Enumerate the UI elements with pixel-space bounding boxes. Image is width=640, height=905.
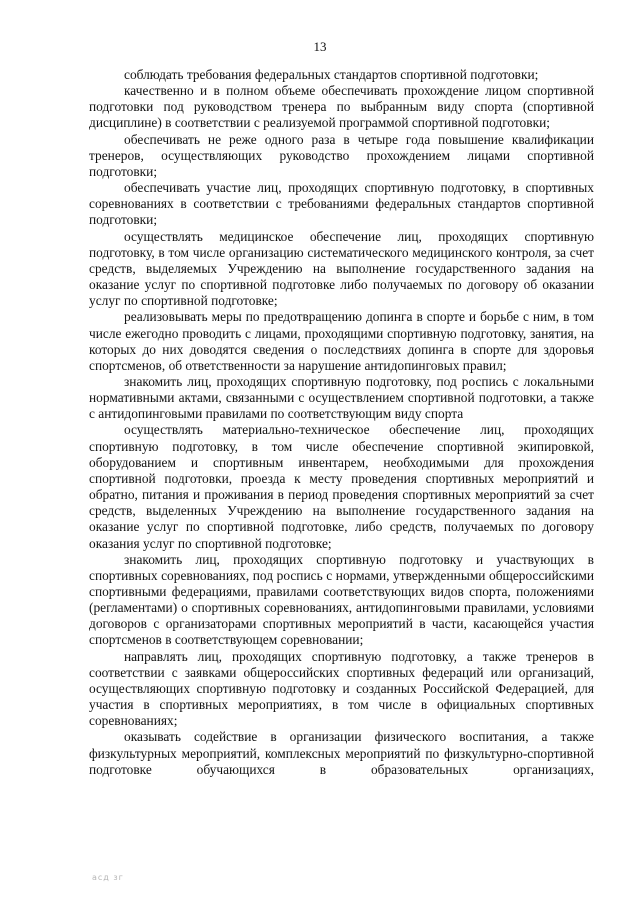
paragraph-coach-qualification: обеспечивать не реже одного раза в четыре года повышение квалификации тренеров, осуществляющих руководство прохождением лицами спортивной подготовки;	[89, 131, 594, 179]
paragraph-rules-familiarization: знакомить лиц, проходящих спортивную подготовку и участвующих в спортивных соревнованиях, под роспись с нормами, утвержденными общероссийскими спортивными федерациями, правилами соответствующих видов спорта, положениями (регламентами) о спортивных соревнованиях, антидопинговыми правилами, условиями договоров с организаторами спортивных мероприятий в части, касающейся участия спортсменов в соответствующем соревновании;	[89, 551, 594, 648]
paragraph-standards-compliance: соблюдать требования федеральных стандартов спортивной подготовки;	[124, 67, 539, 82]
paragraph-athlete-referral: направлять лиц, проходящих спортивную подготовку, а также тренеров в соответствии с заявками общероссийских спортивных федераций или организаций, осуществляющих спортивную подготовку и созданных Российской Федерацией, для участия в спортивных мероприятиях, в том числе в официальных спортивных соревнованиях;	[89, 648, 594, 729]
document-body	[89, 67, 594, 778]
paragraph-physical-education: оказывать содействие в организации физического воспитания, а также физкультурных мероприятий, комплексных мероприятий по физкультурно-спортивной подготовке обучающихся в образовательных организациях,	[89, 729, 594, 777]
paragraph-anti-doping: реализовывать меры по предотвращению допинга в спорте и борьбе с ним, в том числе ежегодно проводить с лицами, проходящими спортивную подготовку, занятия, на которых до них доводятся сведения о последствиях допинга в спорте для здоровья спортсменов, об ответственности за нарушение антидопинговых правил;	[89, 309, 594, 373]
paragraph-medical-support: осуществлять медицинское обеспечение лиц, проходящих спортивную подготовку, в том числе организацию систематического медицинского контроля, за счет средств, выделяемых Учреждению на выполнение государственного задания на оказание услуг по спортивной подготовке либо получаемых по договору об оказании услуг по спортивной подготовке;	[89, 228, 594, 309]
page-number: 13	[313, 39, 327, 54]
paragraph-material-support: осуществлять материально-техническое обеспечение лиц, проходящих спортивную подготовку, в том числе обеспечение спортивной экипировкой, оборудованием и спортивным инвентарем, необходимыми для прохождения спортивной подготовки, проезда к месту проведения спортивных мероприятий и обратно, питания и проживания в период проведения спортивных мероприятий за счет средств, выделенных Учреждению на выполнение государственного задания на оказание услуг по спортивной подготовке, либо средств, получаемых по договору оказания услуг по спортивной подготовке;	[89, 422, 594, 551]
paragraph-competition-participation: обеспечивать участие лиц, проходящих спортивную подготовку, в спортивных соревнованиях в соответствии с требованиями федеральных стандартов спортивной подготовки;	[89, 180, 594, 228]
footer-mark: асд зг	[92, 873, 124, 882]
paragraph-training-quality: качественно и в полном объеме обеспечивать прохождение лицом спортивной подготовки под руководством тренера по выбранным виду спорта (спортивной дисциплине) в соответствии с реализуемой программой спортивной подготовки;	[89, 83, 594, 131]
paragraph-local-acts: знакомить лиц, проходящих спортивную подготовку, под роспись с локальными нормативными актами, связанными с осуществлением спортивной подготовки, а также с антидопинговыми правилами по соответствующим виду спорта	[89, 373, 594, 422]
